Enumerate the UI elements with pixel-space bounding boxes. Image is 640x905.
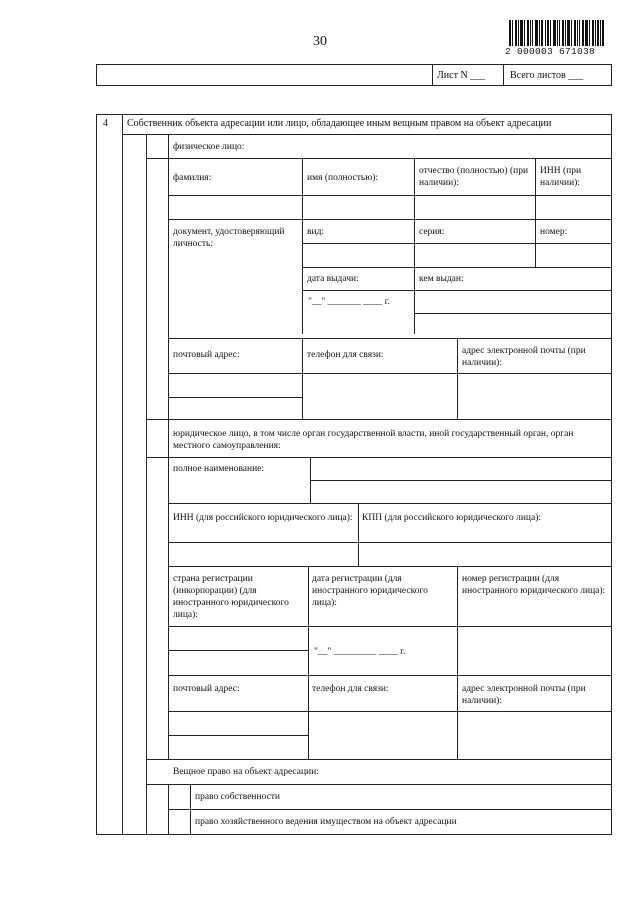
section-title: Собственник объекта адресации или лицо, обладающее иным вещным правом на объект адресации <box>127 118 552 129</box>
sheet-number-label: Лист N ___ <box>437 70 486 81</box>
barcode-number: 2 000003 671038 <box>505 46 596 57</box>
id-document-label: документ, удостоверяющий личность: <box>173 227 285 249</box>
doc-type-label: вид: <box>307 227 325 237</box>
name-label: имя (полностью): <box>307 173 379 183</box>
individual-inn-label: ИНН (при наличии): <box>540 166 582 188</box>
legal-postal-label: почтовый адрес: <box>173 684 240 694</box>
individual-title: физическое лицо: <box>173 142 245 152</box>
right-economic-label: право хозяйственного ведения имуществом на объект адресации <box>195 817 457 827</box>
legal-email-label: адрес электронной почты (при наличии): <box>462 684 586 706</box>
section-number: 4 <box>103 118 108 129</box>
issue-date-field[interactable]: "__" _______ ____ г. <box>308 297 390 307</box>
country-label: страна регистрации (инкорпорации) (для иностранного юридического лица): <box>173 574 289 620</box>
legal-title: юридическое лицо, в том числе орган государственной власти, иной государственный орган, орган местного самоуправления: <box>173 429 574 451</box>
individual-phone-label: телефон для связи: <box>307 350 384 360</box>
page-number: 30 <box>313 34 327 49</box>
issued-by-label: кем выдан: <box>419 274 464 284</box>
total-sheets-label: Всего листов ___ <box>510 70 584 81</box>
right-ownership-label: право собственности <box>195 792 281 802</box>
doc-number-label: номер: <box>540 227 568 237</box>
issue-date-label: дата выдачи: <box>307 274 359 284</box>
individual-postal-label: почтовый адрес: <box>173 350 240 360</box>
legal-inn-label: ИНН (для российского юридического лица): <box>173 513 353 523</box>
full-name-label: полное наименование: <box>173 464 265 474</box>
reg-number-label: номер регистрации (для иностранного юридического лица): <box>462 574 606 596</box>
individual-email-label: адрес электронной почты (при наличии): <box>462 346 586 368</box>
rights-title: Вещное право на объект адресации: <box>173 767 319 777</box>
kpp-label: КПП (для российского юридического лица): <box>362 513 542 523</box>
doc-series-label: серия: <box>419 227 445 237</box>
legal-phone-label: телефон для связи: <box>312 684 389 694</box>
reg-date-label: дата регистрации (для иностранного юридического лица): <box>312 574 428 608</box>
surname-label: фамилия: <box>173 173 212 183</box>
patronymic-label: отчество (полностью) (при наличии): <box>419 166 529 188</box>
reg-date-field[interactable]: "__" _________ ____ г. <box>314 647 406 657</box>
